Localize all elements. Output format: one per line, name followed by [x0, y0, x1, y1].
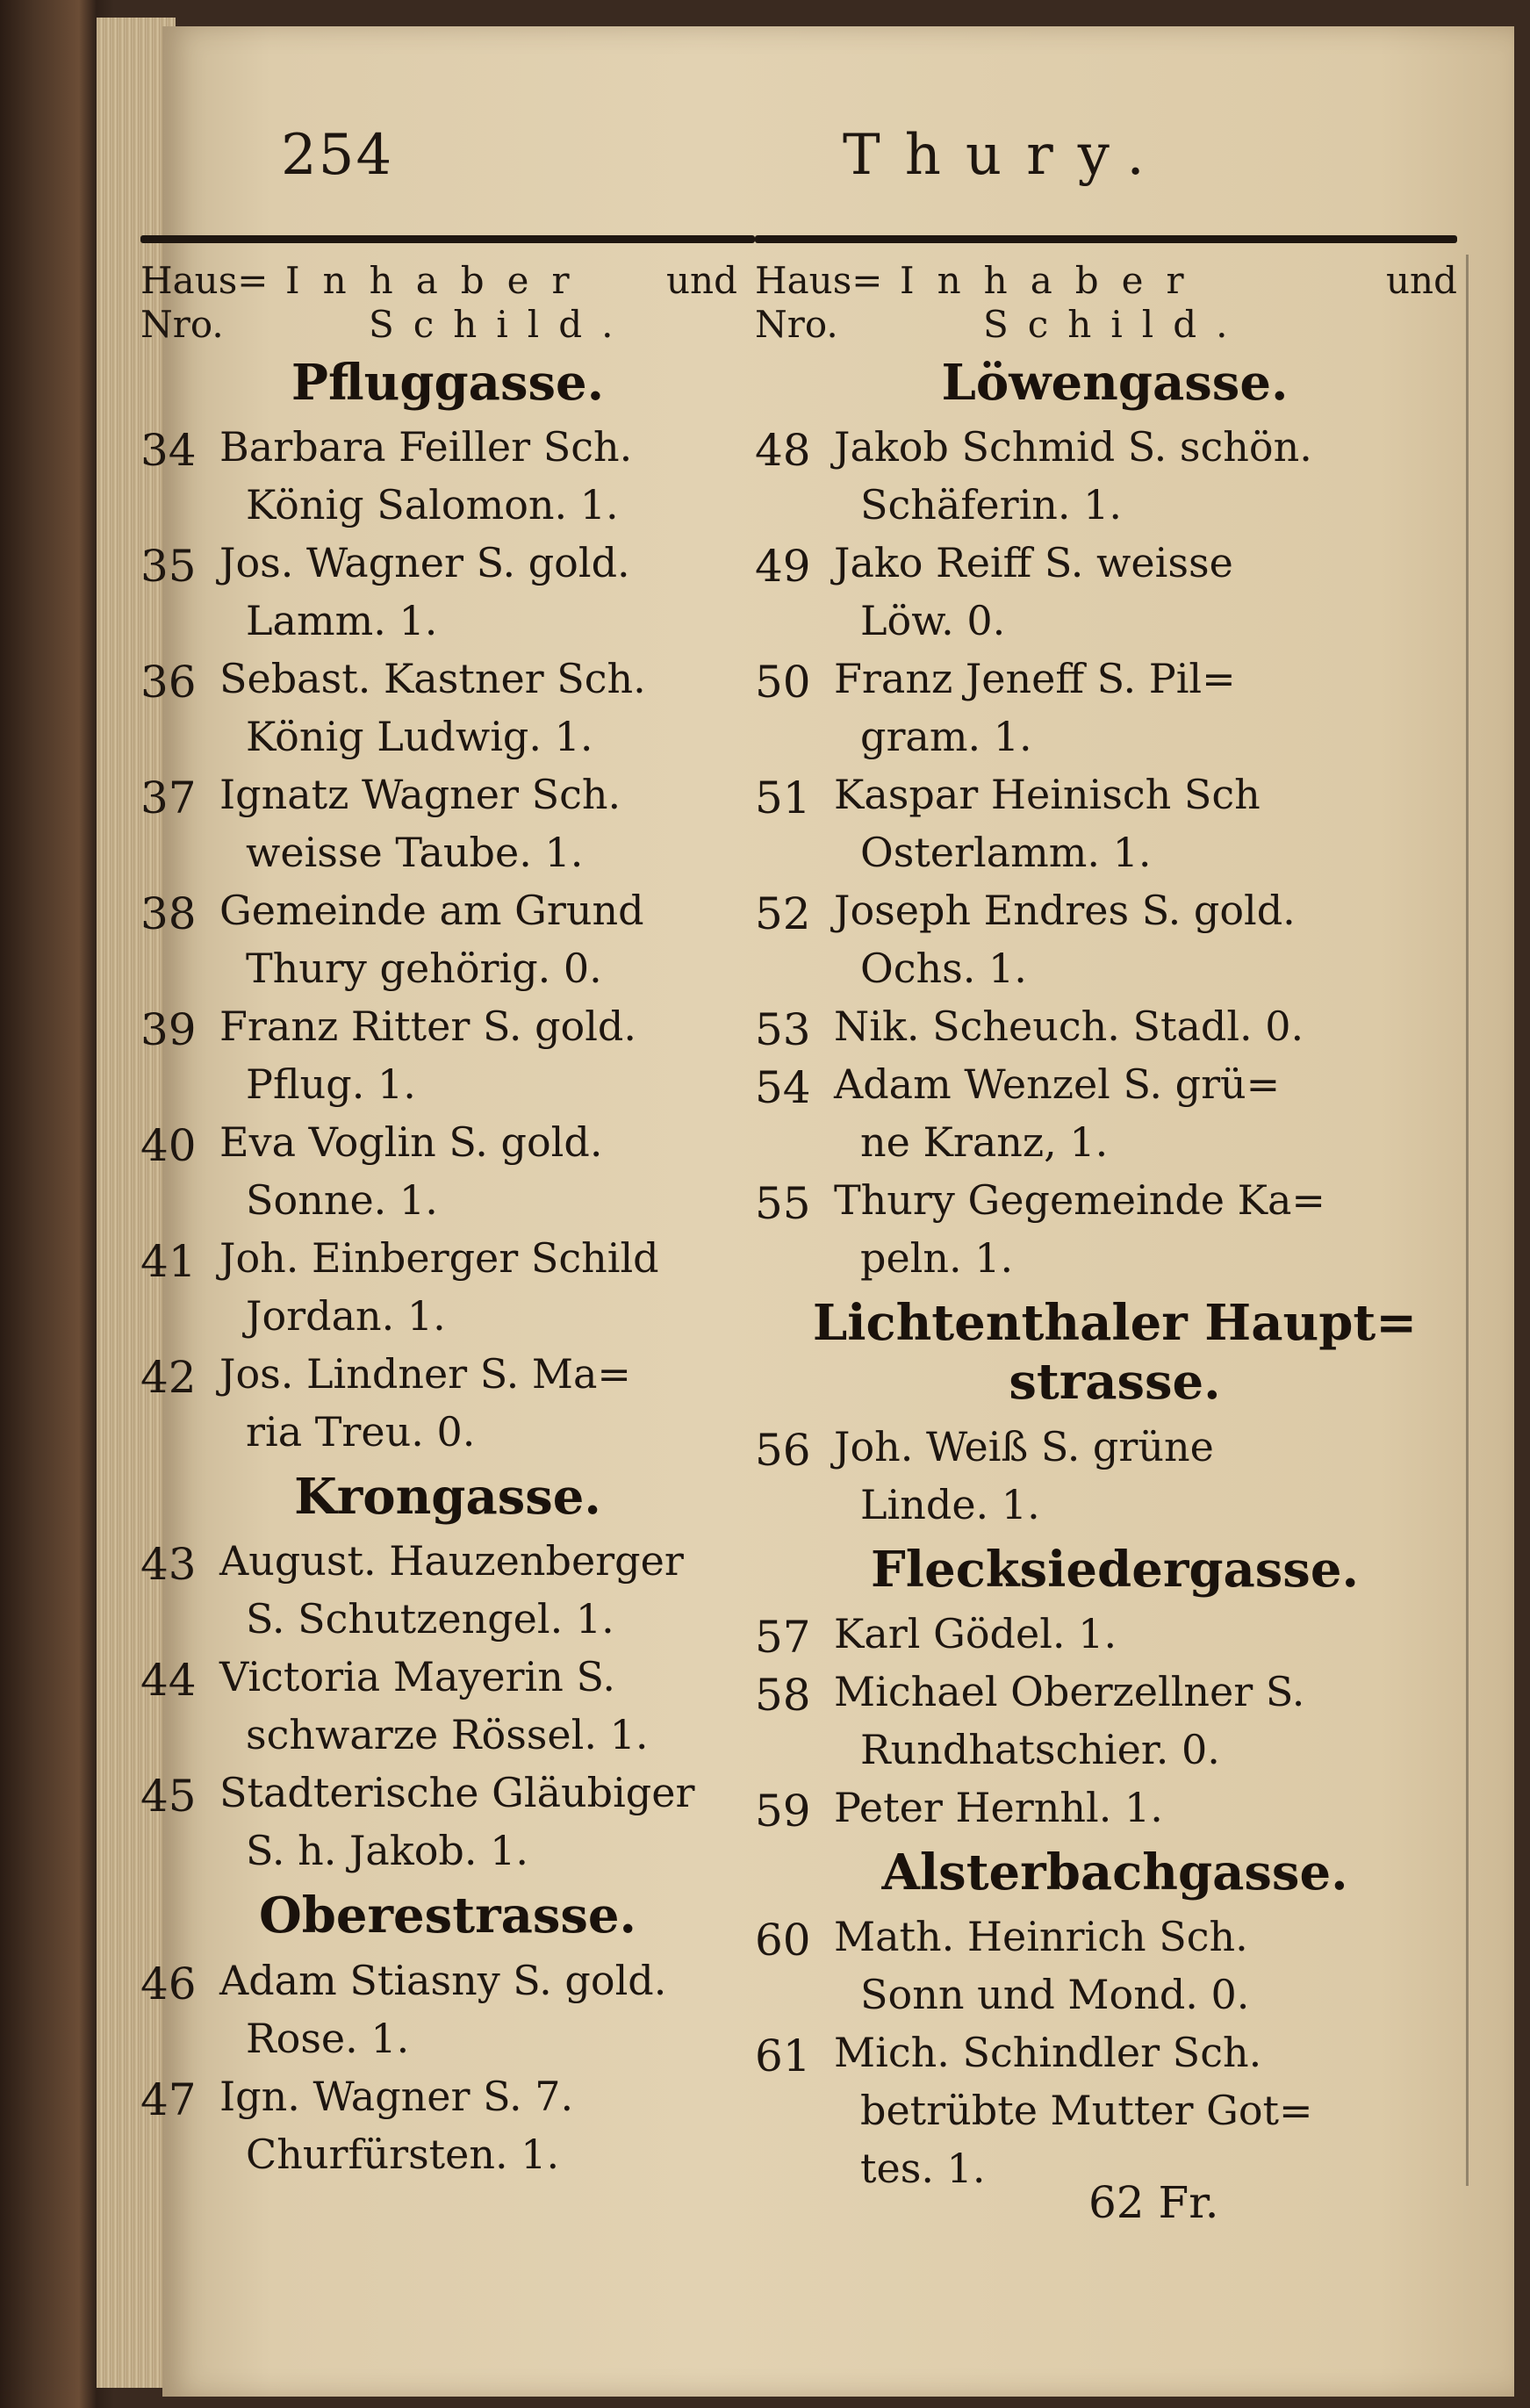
sign-line: tes. 1. — [860, 2144, 986, 2192]
sign-line: Pflug. 1. — [246, 1060, 416, 1109]
owner-line: Karl Gödel. 1. — [834, 1609, 1117, 1657]
sign-line: Churfürsten. 1. — [246, 2130, 560, 2178]
sign-line: Thury gehörig. 0. — [246, 945, 602, 993]
house-number: 61 — [755, 2030, 811, 2081]
sign-line: Osterlamm. 1. — [860, 829, 1152, 877]
house-entry — [755, 1171, 1475, 1287]
sign-line: ne Kranz, 1. — [860, 1118, 1109, 1167]
house-entry — [140, 1345, 755, 1461]
house-entry — [140, 650, 755, 766]
page-number: 254 — [281, 123, 394, 188]
sign-line: König Salomon. 1. — [246, 481, 619, 529]
owner-line: Gemeinde am Grund — [219, 887, 644, 935]
owner-line: Barbara Feiller Sch. — [219, 423, 633, 471]
sign-line: peln. 1. — [860, 1234, 1014, 1283]
sign-line: S. h. Jakob. 1. — [246, 1827, 528, 1875]
header-inhaber: Inhaber — [285, 259, 593, 302]
house-entry — [755, 650, 1475, 766]
street-heading: Lichtenthaler Haupt= strasse. — [812, 1294, 1418, 1412]
street-heading: Löwengasse. — [941, 354, 1289, 412]
column-header — [755, 250, 1475, 347]
owner-line: Thury Gegemeinde Ka= — [834, 1176, 1325, 1225]
house-number: 50 — [755, 657, 811, 708]
right-column — [755, 250, 1475, 2197]
owner-line: Joseph Endres S. gold. — [834, 887, 1296, 935]
sign-line: König Ludwig. 1. — [246, 713, 593, 761]
house-number: 44 — [140, 1655, 197, 1707]
house-number: 35 — [140, 541, 197, 593]
house-entry — [755, 881, 1475, 997]
sign-line: Rose. 1. — [246, 2014, 410, 2062]
owner-line: Nik. Scheuch. Stadl. 0. — [834, 1003, 1304, 1051]
house-entry — [140, 1532, 755, 1648]
house-number: 42 — [140, 1352, 197, 1404]
owner-line: Franz Jeneff S. Pil= — [834, 655, 1236, 703]
sign-line: gram. 1. — [860, 713, 1032, 761]
owner-line: Math. Heinrich Sch. — [834, 1912, 1248, 1960]
house-entry — [140, 2067, 755, 2183]
sign-line: Löw. 0. — [860, 597, 1006, 645]
owner-line: Joh. Weiß S. grüne — [834, 1422, 1214, 1470]
header-rule-right — [755, 235, 1457, 243]
house-number: 54 — [755, 1062, 811, 1114]
house-entry — [755, 1779, 1475, 1837]
house-entry — [140, 766, 755, 881]
right-entries — [755, 354, 1475, 2197]
header-rule-left — [140, 235, 755, 243]
owner-line: Jos. Wagner S. gold. — [219, 539, 630, 587]
house-entry — [755, 766, 1475, 881]
catchword: 62 Fr. — [1088, 2177, 1219, 2228]
house-number: 45 — [140, 1771, 197, 1822]
house-entry — [755, 1605, 1475, 1663]
header-schild: Schild. — [369, 303, 633, 346]
sign-line: Ochs. 1. — [860, 945, 1027, 993]
street-heading: Alsterbachgasse. — [881, 1843, 1348, 1901]
house-entry — [755, 1418, 1475, 1534]
owner-line: Ign. Wagner S. 7. — [219, 2072, 574, 2120]
house-number: 41 — [140, 1236, 197, 1288]
header-nro: Nro. — [755, 303, 838, 346]
house-entry — [140, 1229, 755, 1345]
sign-line: ria Treu. 0. — [246, 1408, 476, 1456]
owner-line: Joh. Einberger Schild — [219, 1234, 659, 1283]
sign-line: Rundhatschier. 0. — [860, 1725, 1220, 1773]
house-number: 55 — [755, 1178, 811, 1230]
house-number: 40 — [140, 1120, 197, 1172]
sign-line: weisse Taube. 1. — [246, 829, 584, 877]
house-entry — [140, 1952, 755, 2067]
header-nro: Nro. — [140, 303, 224, 346]
sign-line: Sonn und Mond. 0. — [860, 1970, 1250, 2018]
left-column — [140, 250, 755, 2183]
house-number: 38 — [140, 888, 197, 940]
sign-line: Lamm. 1. — [246, 597, 438, 645]
house-entry — [755, 1908, 1475, 2023]
house-number: 43 — [140, 1539, 197, 1591]
running-title: Thury. — [843, 123, 1169, 188]
owner-line: Adam Stiasny S. gold. — [219, 1956, 667, 2004]
owner-line: Adam Wenzel S. grü= — [834, 1060, 1281, 1109]
owner-line: Stadterische Gläubiger — [219, 1769, 695, 1817]
house-number: 51 — [755, 773, 811, 824]
house-number: 60 — [755, 1914, 811, 1966]
house-entry — [755, 997, 1475, 1055]
house-entry — [755, 418, 1475, 534]
house-entry — [755, 2023, 1475, 2197]
house-number: 56 — [755, 1424, 811, 1476]
house-entry — [140, 1113, 755, 1229]
street-heading: Oberestrasse. — [258, 1887, 637, 1945]
house-number: 49 — [755, 541, 811, 593]
owner-line: Jakob Schmid S. schön. — [834, 423, 1312, 471]
house-number: 36 — [140, 657, 197, 708]
owner-line: Peter Hernhl. 1. — [834, 1783, 1163, 1831]
owner-line: Michael Oberzellner S. — [834, 1667, 1305, 1715]
house-entry — [140, 1764, 755, 1880]
sign-line: S. Schutzengel. 1. — [246, 1595, 614, 1643]
owner-line: Ignatz Wagner Sch. — [219, 771, 621, 819]
header-haus: Haus= — [755, 259, 883, 302]
street-heading: Flecksiedergasse. — [871, 1540, 1359, 1599]
owner-line: Eva Voglin S. gold. — [219, 1118, 603, 1167]
house-number: 52 — [755, 888, 811, 940]
street-heading: Pfluggasse. — [291, 354, 605, 412]
house-number: 39 — [140, 1004, 197, 1056]
house-number: 57 — [755, 1611, 811, 1663]
owner-line: Franz Ritter S. gold. — [219, 1003, 637, 1051]
sign-line: Linde. 1. — [860, 1480, 1040, 1528]
house-entry — [140, 997, 755, 1113]
house-entry — [140, 418, 755, 534]
header-haus: Haus= — [140, 259, 269, 302]
owner-line: Jos. Lindner S. Ma= — [219, 1350, 631, 1398]
header-inhaber: Inhaber — [900, 259, 1207, 302]
sign-line: Sonne. 1. — [246, 1176, 438, 1225]
house-entry — [755, 1055, 1475, 1171]
owner-line: Jako Reiff S. weisse — [834, 539, 1233, 587]
owner-line: August. Hauzenberger — [219, 1537, 684, 1585]
house-entry — [755, 1663, 1475, 1779]
house-number: 47 — [140, 2074, 197, 2125]
owner-line: Victoria Mayerin S. — [219, 1653, 615, 1701]
house-number: 53 — [755, 1004, 811, 1056]
house-number: 34 — [140, 425, 197, 477]
sign-line: Jordan. 1. — [246, 1292, 446, 1341]
house-number: 48 — [755, 425, 811, 477]
page-header — [281, 123, 1530, 202]
house-number: 37 — [140, 773, 197, 824]
sign-line: Schäferin. 1. — [860, 481, 1123, 529]
owner-line: Sebast. Kastner Sch. — [219, 655, 646, 703]
street-heading: Krongasse. — [294, 1468, 601, 1527]
sign-line: betrübte Mutter Got= — [860, 2086, 1313, 2134]
house-number: 59 — [755, 1785, 811, 1837]
left-entries — [140, 354, 755, 2183]
house-number: 58 — [755, 1669, 811, 1721]
sign-line: schwarze Rössel. 1. — [246, 1711, 649, 1759]
house-entry — [140, 881, 755, 997]
header-und: und — [666, 259, 737, 302]
column-header — [140, 250, 755, 347]
house-number: 46 — [140, 1958, 197, 2009]
house-entry — [140, 1648, 755, 1764]
owner-line: Mich. Schindler Sch. — [834, 2028, 1262, 2076]
header-und: und — [1386, 259, 1457, 302]
header-schild: Schild. — [983, 303, 1247, 346]
owner-line: Kaspar Heinisch Sch — [834, 771, 1261, 819]
house-entry — [140, 534, 755, 650]
house-entry — [755, 534, 1475, 650]
